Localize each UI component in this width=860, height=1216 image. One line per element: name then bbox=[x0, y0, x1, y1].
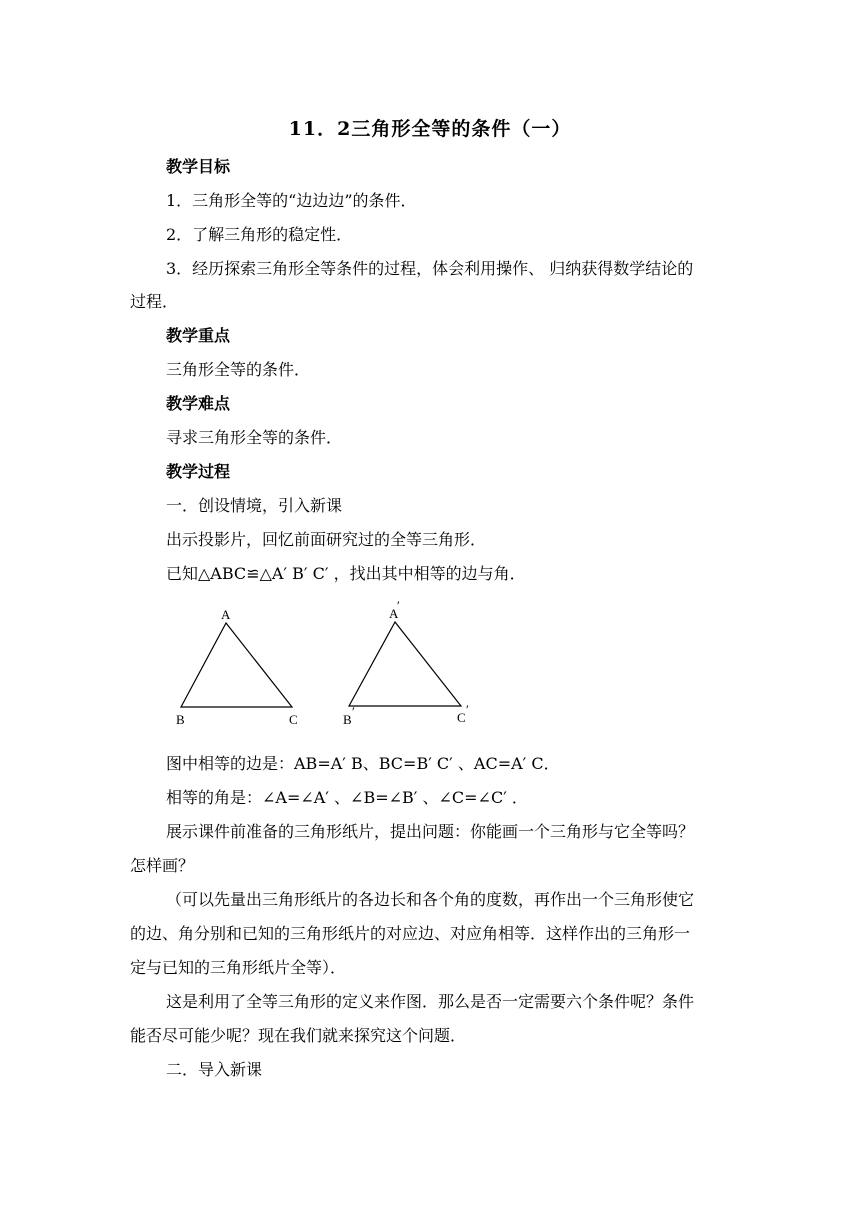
show-paragraph-line-2: 怎样画？ bbox=[130, 856, 195, 875]
heading-key-points: 教学重点 bbox=[166, 326, 231, 345]
congruent-triangles-figure bbox=[0, 600, 860, 750]
goal-item-2: 2．了解三角形的稳定性． bbox=[166, 225, 353, 244]
difficulties-text: 寻求三角形全等的条件． bbox=[166, 428, 343, 447]
goal-item-1: 1．三角形全等的“边边边”的条件． bbox=[166, 191, 417, 210]
goal-item-3-continued: 过程． bbox=[130, 292, 179, 311]
prime-mark-b: ′ bbox=[352, 704, 355, 719]
prime-mark-c: ′ bbox=[466, 702, 469, 717]
heading-teaching-process: 教学过程 bbox=[166, 462, 231, 481]
equal-sides-text: 图中相等的边是：AB=A′ B、BC=B′ C′ 、AC=A′ C． bbox=[166, 754, 560, 773]
label-b: B bbox=[176, 712, 185, 727]
definition-paragraph-line-1: 这是利用了全等三角形的定义来作图．那么是否一定需要六个条件呢？条件 bbox=[166, 992, 695, 1011]
label-c: C bbox=[289, 712, 298, 727]
label-c-prime: C bbox=[457, 710, 466, 725]
label-a: A bbox=[221, 607, 231, 622]
show-paragraph-line-1: 展示课件前准备的三角形纸片，提出问题：你能画一个三角形与它全等吗？ bbox=[166, 822, 695, 841]
label-a-prime: A bbox=[389, 606, 399, 621]
step-2-title: 二．导入新课 bbox=[166, 1060, 263, 1079]
label-b-prime: B bbox=[343, 712, 352, 727]
definition-paragraph-line-2: 能否尽可能少呢？现在我们就来探究这个问题． bbox=[130, 1026, 467, 1045]
heading-teaching-goals: 教学目标 bbox=[166, 157, 231, 176]
step-1-paragraph-1: 出示投影片，回忆前面研究过的全等三角形． bbox=[166, 530, 487, 549]
step-1-paragraph-2: 已知△ABC≌△A′ B′ C′ ，找出其中相等的边与角． bbox=[166, 564, 526, 583]
note-paragraph-line-3: 定与已知的三角形纸片全等）． bbox=[130, 958, 347, 977]
triangle-abc bbox=[181, 623, 292, 707]
note-paragraph-line-2: 的边、角分别和已知的三角形纸片的对应边、对应角相等．这样作出的三角形一 bbox=[130, 924, 691, 943]
note-paragraph-line-1: （可以先量出三角形纸片的各边长和各个角的度数，再作出一个三角形使它 bbox=[166, 890, 695, 909]
heading-difficulties: 教学难点 bbox=[166, 394, 231, 413]
step-1-title: 一．创设情境，引入新课 bbox=[166, 496, 343, 515]
equal-angles-text: 相等的角是：∠A=∠A′ 、∠B=∠B′ 、∠C=∠C′ ． bbox=[166, 788, 528, 807]
key-points-text: 三角形全等的条件． bbox=[166, 360, 311, 379]
prime-mark-a: ′ bbox=[397, 600, 400, 613]
triangle-a-prime-b-prime-c-prime bbox=[349, 622, 461, 706]
goal-item-3: 3．经历探索三角形全等条件的过程，体会利用操作、 归纳获得数学结论的 bbox=[166, 259, 694, 278]
page-title: 11．2三角形全等的条件（一） bbox=[288, 118, 572, 140]
